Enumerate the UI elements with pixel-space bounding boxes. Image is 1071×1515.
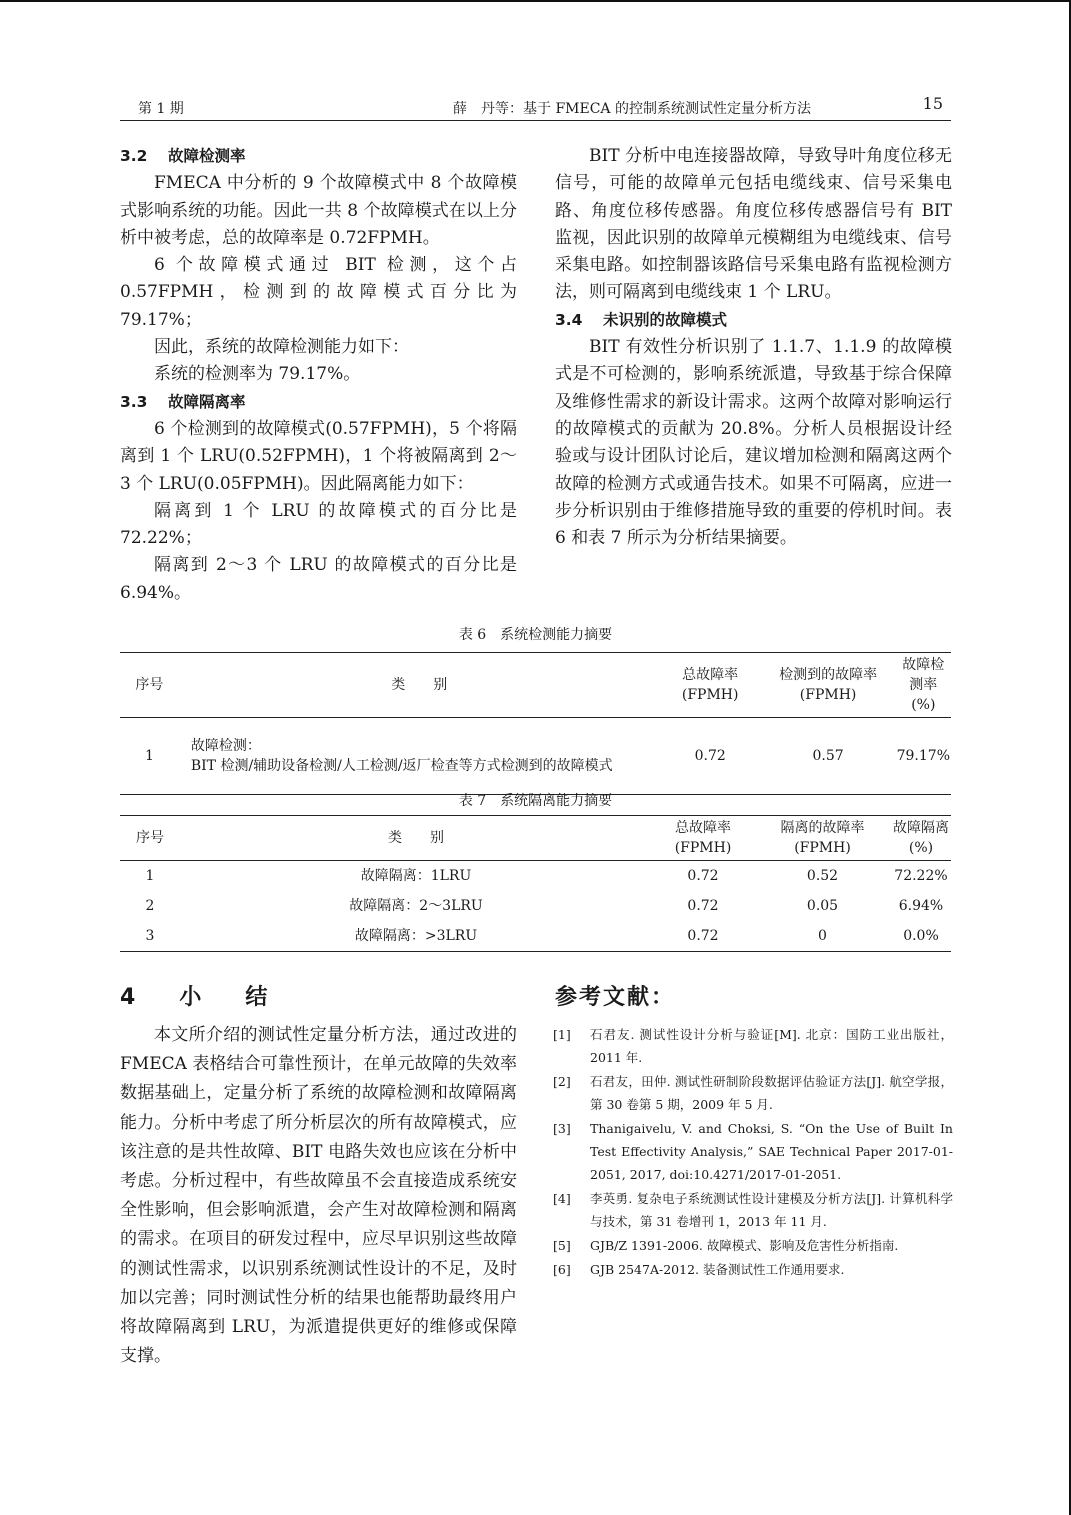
reference-text: 李英勇. 复杂电子系统测试性设计建模及分析方法[J]. 计算机科学与技术，第 31 卷增刊 1，2013 年 11 月. [590, 1191, 953, 1229]
col-header-no: 序号 [135, 677, 164, 693]
reference-number: [6] [553, 1262, 571, 1277]
cell-category: 故障隔离：1LRU [360, 868, 472, 884]
col-header-category: 类 别 [388, 830, 444, 846]
cell-category: 故障检测： BIT 检测/辅助设备检测/人工检测/返厂检查等方式检测到的故障模式 [190, 738, 613, 774]
table-7 [120, 815, 951, 952]
cell-detection-rate: 79.17% [896, 748, 950, 764]
section-number: 4 [120, 985, 136, 1010]
cell-no: 1 [144, 748, 154, 764]
table-6-caption: 表 6 系统检测能力摘要 [458, 627, 613, 643]
cell-isolated-rate: 0.05 [806, 898, 839, 914]
reference-text: GJB 2547A-2012. 装备测试性工作通用要求. [590, 1262, 845, 1277]
section-title: 故障隔离率 [168, 392, 246, 411]
reference-number: [1] [553, 1027, 571, 1042]
right-column [555, 143, 952, 552]
paragraph: 隔离到 1 个 LRU 的故障模式的百分比是 72.22%； [120, 500, 517, 549]
cell-isolation-rate: 0.0% [903, 928, 939, 944]
reference-number: [3] [553, 1121, 571, 1136]
paragraph: BIT 分析中电连接器故障，导致导叶角度位移无信号，可能的故障单元包括电缆线束、信号采集电路、角度位移传感器。角度位移传感器信号有 BIT 监视，因此识别的故障单元模糊组为电缆线束、信号采集电路。如控制器该路信号采集电路有监视检测方法，则可隔离到电缆线束 1 个 LRU。 [555, 146, 952, 303]
cell-total-rate: 0.72 [687, 928, 719, 944]
paragraph: BIT 有效性分析识别了 1.1.7、1.1.9 的故障模式是不可检测的，影响系统派遣，导致基于综合保障及维修性需求的新设计需求。这两个故障对影响运行的故障模式的贡献为 20.8%。分析人员根据设计经验或与设计团队讨论后，建议增加检测和隔离这两个故障的检测方式或通告技术。如果不可隔离，应进一步分析识别由于维修措施导致的重要的停机时间。表 6 和表 7 所示为分析结果摘要。 [555, 337, 952, 549]
section-4-heading [120, 980, 267, 1011]
page-number: 15 [922, 94, 943, 113]
section-3-2-heading [120, 143, 517, 170]
references-heading: 参考文献： [555, 985, 676, 1010]
col-header-total-rate: 总故障率 (FPMH) [674, 820, 732, 856]
section-title: 未识别的故障模式 [603, 310, 728, 329]
left-column [120, 143, 517, 607]
cell-isolated-rate: 0 [818, 928, 827, 944]
section-number: 3.4 [555, 310, 583, 329]
table-row [120, 891, 951, 921]
reference-item [553, 1023, 953, 1069]
reference-text: 石君友，田仲. 测试性研制阶段数据评估验证方法[J]. 航空学报，第 30 卷第 5 期，2009 年 5 月. [590, 1074, 953, 1112]
section-number: 3.3 [120, 392, 148, 411]
reference-number: [5] [553, 1238, 571, 1253]
paragraph: 隔离到 2～3 个 LRU 的故障模式的百分比是 6.94%。 [120, 555, 517, 603]
reference-item [553, 1234, 953, 1257]
cell-no: 3 [145, 928, 155, 944]
col-header-detected-rate: 检测到的故障率 (FPMH) [779, 667, 878, 703]
paragraph: 系统的检测率为 79.17%。 [154, 364, 361, 385]
paragraph: 本文所介绍的测试性定量分析方法，通过改进的 FMECA 表格结合可靠性预计，在单元故障的失效率数据基础上，定量分析了系统的故障检测和故障隔离能力。分析中考虑了所分析层次的所有故障模式，应该注意的是共性故障、BIT 电路失效也应该在分析中考虑。分析过程中，有些故障虽不会直接造成系统安全性影响，但会影响派遣，会产生对故障检测和隔离的需求。在项目的研发过程中，应尽早识别这些故障的测试性需求，以识别系统测试性设计的不足，及时加以完善；同时测试性分析的结果也能帮助最终用户将故障隔离到 LRU，为派遣提供更好的维修或保障支撑。 [120, 1025, 517, 1367]
paragraph: 因此，系统的故障检测能力如下： [154, 337, 409, 358]
table-row [120, 921, 951, 952]
col-header-total-rate: 总故障率 (FPMH) [681, 667, 739, 703]
reference-item [553, 1117, 953, 1186]
reference-number: [2] [553, 1074, 571, 1089]
table-row [120, 718, 951, 795]
reference-number: [4] [553, 1191, 571, 1206]
cell-isolation-rate: 6.94% [898, 898, 944, 914]
cell-isolated-rate: 0.52 [806, 868, 839, 884]
section-3-3-heading [120, 389, 517, 416]
paragraph: 6 个故障模式通过 BIT 检测，这个占 0.57FPMH，检测到的故障模式百分比为 79.17%； [120, 255, 517, 330]
col-header-isolation-rate: 故障隔离 (%) [893, 820, 949, 856]
running-title: 薛 丹等：基于 FMECA 的控制系统测试性定量分析方法 [453, 101, 811, 117]
col-header-detection-rate: 故障检测率 (%) [902, 657, 945, 713]
section-title: 故障检测率 [168, 147, 246, 165]
cell-category: 故障隔离：2～3LRU [349, 898, 483, 914]
running-header [120, 96, 951, 121]
section-title-part: 结 [245, 985, 268, 1010]
reference-item [553, 1187, 953, 1233]
reference-text: GJB/Z 1391-2006. 故障模式、影响及危害性分析指南. [590, 1238, 899, 1253]
col-header-isolated-rate: 隔离的故障率 (FPMH) [780, 820, 865, 856]
section-3-4-heading [555, 307, 952, 334]
reference-item [553, 1258, 953, 1281]
cell-total-rate: 0.72 [694, 748, 726, 764]
issue-label: 第 1 期 [138, 101, 184, 117]
reference-text: Thanigaivelu, V. and Choksi, S. “On the Use of Built In Test Effectivity Analysis,” SAE Technical Paper 2017-01-2051, 2017, doi:10.4271/2017-01-2051. [590, 1121, 953, 1182]
col-header-category: 类 别 [391, 677, 448, 693]
references-list [553, 1023, 953, 1282]
table-header-row [120, 653, 951, 718]
cell-category: 故障隔离：>3LRU [354, 928, 478, 944]
table-7-caption: 表 7 系统隔离能力摘要 [458, 793, 613, 809]
section-number: 3.2 [120, 147, 148, 165]
reference-text: 石君友. 测试性设计分析与验证[M]. 北京：国防工业出版社，2011 年. [590, 1027, 953, 1065]
table-6 [120, 652, 951, 795]
section-title-part: 小 [179, 985, 202, 1010]
cell-detected-rate: 0.57 [812, 748, 844, 764]
cell-no: 2 [145, 898, 155, 914]
col-header-no: 序号 [136, 830, 164, 846]
cell-total-rate: 0.72 [687, 898, 719, 914]
paragraph: 6 个检测到的故障模式(0.57FPMH)，5 个将隔离到 1 个 LRU(0.52FPMH)，1 个将被隔离到 2～3 个 LRU(0.05FPMH)。因此隔离能力如下： [120, 418, 517, 494]
summary-body [120, 1021, 517, 1371]
cell-total-rate: 0.72 [687, 868, 719, 884]
paragraph: FMECA 中分析的 9 个故障模式中 8 个故障模式影响系统的功能。因此一共 8 个故障模式在以上分析中被考虑，总的故障率是 0.72FPMH。 [120, 173, 517, 248]
cell-isolation-rate: 72.22% [894, 868, 948, 884]
table-row [120, 861, 951, 892]
page-frame-top [0, 0, 1071, 2]
reference-item [553, 1070, 953, 1116]
table-header-row [120, 816, 951, 861]
cell-no: 1 [145, 868, 155, 884]
